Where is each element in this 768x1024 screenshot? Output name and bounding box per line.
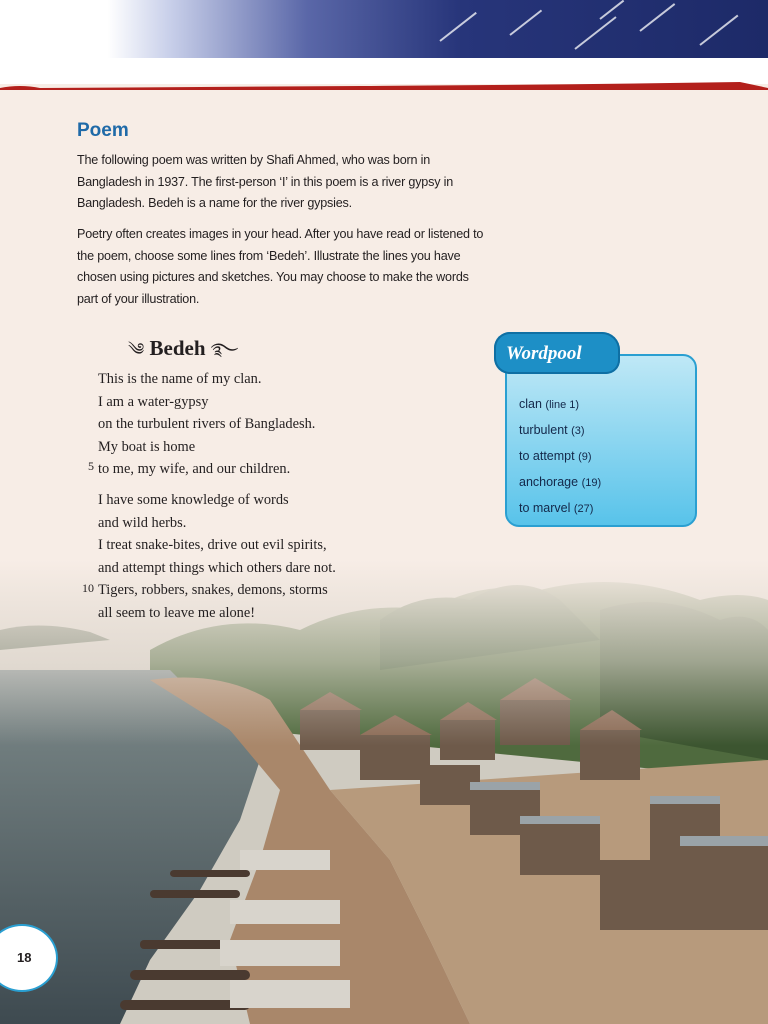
banner-streak [699,15,738,46]
wordpool-ref: (19) [581,477,602,489]
poem-line: My boat is home [98,438,196,455]
poem-line: I have some knowledge of words [98,492,289,508]
banner-streak [439,12,476,42]
poem-stanza-2 [98,489,398,624]
riverside-village-photo [0,560,768,1024]
wordpool-item [519,392,601,418]
wordpool-ref: (9) [578,451,592,463]
wordpool-word: anchorage [519,475,579,489]
poem-line: This is the name of my clan. [98,371,262,387]
banner-streak [574,16,616,50]
top-banner [0,0,768,58]
poem-line: on the turbulent rivers of Bangladesh. [98,416,316,432]
intro-paragraph: The following poem was written by Shafi Ahmed, who was born in Bangladesh in 1937. The first-person ‘I’ in this poem is a river gypsy in Bangladesh. Bedeh is a name for the river gypsies. [77,153,454,210]
poem-line: Tigers, robbers, snakes, demons, storms [98,582,328,598]
poem-line: and wild herbs. [98,514,187,531]
wordpool-ref: (line 1) [545,399,580,411]
wordpool-item [519,444,601,470]
page-red-edge [0,82,768,94]
poem-line: all seem to leave me alone! [98,604,256,621]
wordpool-ref: (27) [573,503,594,515]
banner-streak [599,0,624,20]
ornament-right-icon: ࿐ [210,340,239,359]
poem-line: and attempt things which others dare not. [98,559,336,576]
poem-line: to me, my wife, and our children. [98,461,291,477]
wordpool-item [519,418,601,444]
ornament-left-icon: ༄ [128,340,145,359]
wordpool-item [519,470,601,496]
line-number: 5 [88,459,94,473]
intro-paragraph: Poetry often creates images in your head. After you have read or listened to the poem, choose some lines from ‘Bedeh’. Illustrate the lines you have chosen using pictures and sketches. You may choose to make the words part of your illustration. [77,227,484,306]
poem-stanza-1 [98,368,398,481]
wordpool-word: turbulent [519,423,568,437]
banner-streak [509,10,542,36]
poem-title-text: Bedeh [149,336,206,360]
wordpool-item [519,496,601,522]
wordpool-ref: (3) [571,425,585,437]
section-heading: Poem [77,120,129,141]
wordpool-list [519,392,601,522]
wordpool-title: Wordpool [506,343,582,364]
poem-line: I treat snake-bites, drive out evil spirits, [98,537,327,553]
wordpool-word: clan [519,397,542,411]
page-number: 18 [17,950,32,965]
banner-streak [639,3,675,32]
wordpool-word: to marvel [519,501,571,515]
line-number: 10 [82,581,94,595]
wordpool-word: to attempt [519,449,575,463]
poem-line: I am a water-gypsy [98,393,209,410]
